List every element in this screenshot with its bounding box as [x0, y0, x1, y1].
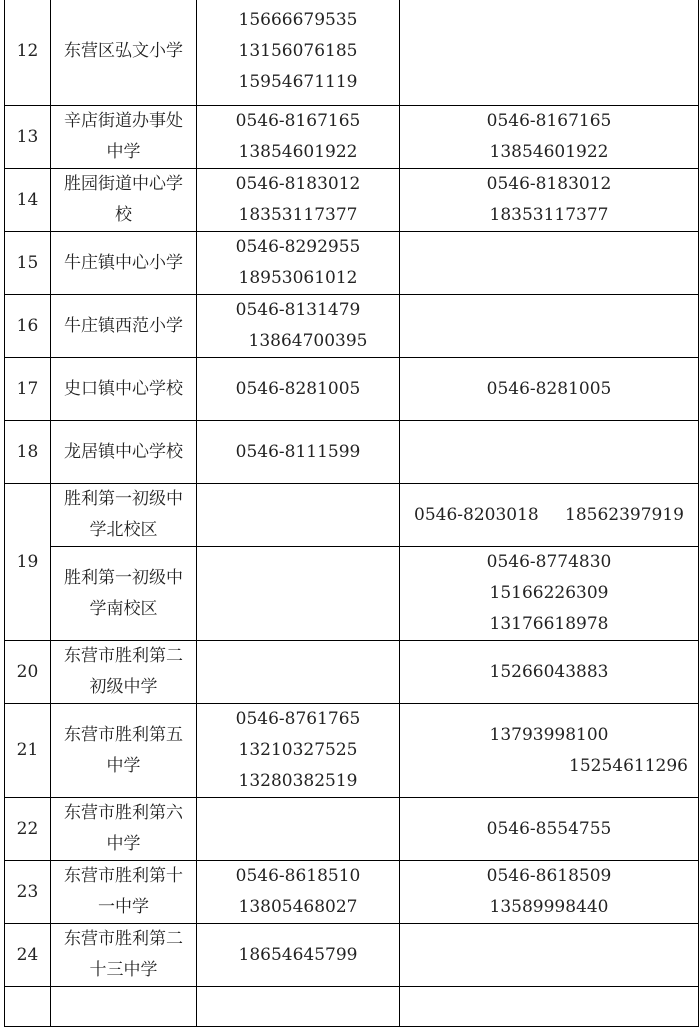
phone-cell: [197, 798, 400, 861]
phone-number: 15166226309: [489, 583, 609, 603]
other-phone-cell: [400, 861, 699, 924]
school-name: 牛庄镇中心小学: [51, 232, 197, 295]
school-name: 胜园街道中心学校: [51, 169, 197, 232]
phone-number: 18353117377: [489, 205, 609, 225]
other-phone-cell: [400, 232, 699, 295]
row-number: 13: [5, 106, 51, 169]
table-row: [5, 358, 699, 421]
school-name: 东营市胜利第二初级中学: [51, 641, 197, 704]
other-phone-cell: [400, 169, 699, 232]
phone-number: 18654645799: [238, 944, 358, 965]
school-contact-table: [4, 0, 699, 1027]
other-phone-cell: [400, 0, 699, 106]
phone-number: 0546-8281005: [235, 378, 361, 399]
phone-number: 15254611296: [569, 755, 688, 776]
other-phone-cell: [400, 798, 699, 861]
other-phone-cell: [400, 924, 699, 987]
school-name: 牛庄镇西范小学: [51, 295, 197, 358]
table-row: [5, 861, 699, 924]
table-row: [5, 798, 699, 861]
other-phone-cell: [400, 484, 699, 547]
row-number: 12: [5, 0, 51, 106]
phone-number: 13156076185: [238, 40, 358, 61]
row-number: 21: [5, 704, 51, 798]
other-phone-cell: [400, 295, 699, 358]
table-row: [5, 232, 699, 295]
phone-number: 0546-8183012: [235, 174, 361, 194]
phone-number: 0546-8167165: [486, 111, 612, 131]
phone-number: 0546-8618509: [486, 866, 612, 886]
phone-cell: [197, 924, 400, 987]
phone-cell: [197, 358, 400, 421]
table-row: [5, 295, 699, 358]
phone-number: 0546-8111599: [235, 441, 361, 462]
table-row: [5, 704, 699, 798]
table-row: [5, 924, 699, 987]
phone-number: 18953061012: [238, 268, 358, 288]
phone-cell: [197, 232, 400, 295]
other-phone-cell: [400, 641, 699, 704]
phone-number: 0546-8554755: [486, 818, 612, 839]
phone-number: 0546-8203018: [414, 504, 539, 525]
phone-number: 0546-8183012: [486, 174, 612, 194]
phone-number: 0546-8774830: [486, 552, 612, 572]
phone-number: 13854601922: [489, 142, 609, 162]
phone-number: 18562397919: [565, 504, 684, 525]
phone-number: 13589998440: [489, 897, 609, 917]
school-name: 胜利第一初级中学北校区: [51, 484, 197, 547]
row-number: 23: [5, 861, 51, 924]
row-number: 22: [5, 798, 51, 861]
school-name: 史口镇中心学校: [51, 358, 197, 421]
phone-number: 0546-8281005: [486, 378, 612, 399]
row-number: 20: [5, 641, 51, 704]
table-row: [5, 421, 699, 484]
other-phone-cell: [400, 358, 699, 421]
school-name: 胜利第一初级中学南校区: [51, 547, 197, 641]
phone-cell: [197, 0, 400, 106]
table-row: [5, 484, 699, 547]
phone-cell: [197, 295, 400, 358]
other-phone-cell: [400, 106, 699, 169]
other-phone-cell: [400, 704, 699, 798]
phone-cell: [197, 861, 400, 924]
other-phone-cell: [400, 421, 699, 484]
table-row: [5, 547, 699, 641]
phone-cell: [197, 484, 400, 547]
phone-number: 0546-8292955: [235, 237, 361, 257]
row-number: 24: [5, 924, 51, 987]
phone-number: 0546-8761765: [235, 709, 361, 729]
phone-number: 0546-8131479: [235, 300, 361, 320]
school-name: 东营区弘文小学: [51, 0, 197, 106]
table-row: [5, 169, 699, 232]
phone-number: 0546-8618510: [235, 866, 361, 886]
school-name: 东营市胜利第二十三中学: [51, 924, 197, 987]
school-name: 辛店街道办事处中学: [51, 106, 197, 169]
phone-number: 13210327525: [238, 740, 358, 760]
table-row: [5, 0, 699, 106]
row-number: 15: [5, 232, 51, 295]
school-name: 东营市胜利第十一中学: [51, 861, 197, 924]
phone-cell: [197, 547, 400, 641]
phone-number: 15954671119: [238, 71, 358, 92]
phone-cell: [197, 106, 400, 169]
row-number: 19: [5, 484, 51, 641]
phone-cell: [197, 169, 400, 232]
phone-number: 13805468027: [238, 897, 358, 917]
phone-number: 15266043883: [489, 661, 609, 682]
phone-cell: [197, 641, 400, 704]
school-name: 东营市胜利第六中学: [51, 798, 197, 861]
row-number: 14: [5, 169, 51, 232]
table-row: [5, 641, 699, 704]
phone-number: 13864700395: [248, 331, 368, 351]
school-name: 东营市胜利第五中学: [51, 704, 197, 798]
row-number: 17: [5, 358, 51, 421]
row-number: 18: [5, 421, 51, 484]
phone-number: 13280382519: [238, 771, 358, 791]
phone-number: 13793998100: [489, 724, 609, 745]
phone-number: 0546-8167165: [235, 111, 361, 131]
phone-cell: [197, 421, 400, 484]
phone-cell: [197, 704, 400, 798]
other-phone-cell: [400, 547, 699, 641]
phone-number: 13854601922: [238, 142, 358, 162]
phone-number: 18353117377: [238, 205, 358, 225]
phone-number: 13176618978: [489, 614, 609, 634]
school-name: 龙居镇中心学校: [51, 421, 197, 484]
table-row: [5, 106, 699, 169]
phone-number: 15666679535: [238, 9, 358, 30]
row-number: 16: [5, 295, 51, 358]
